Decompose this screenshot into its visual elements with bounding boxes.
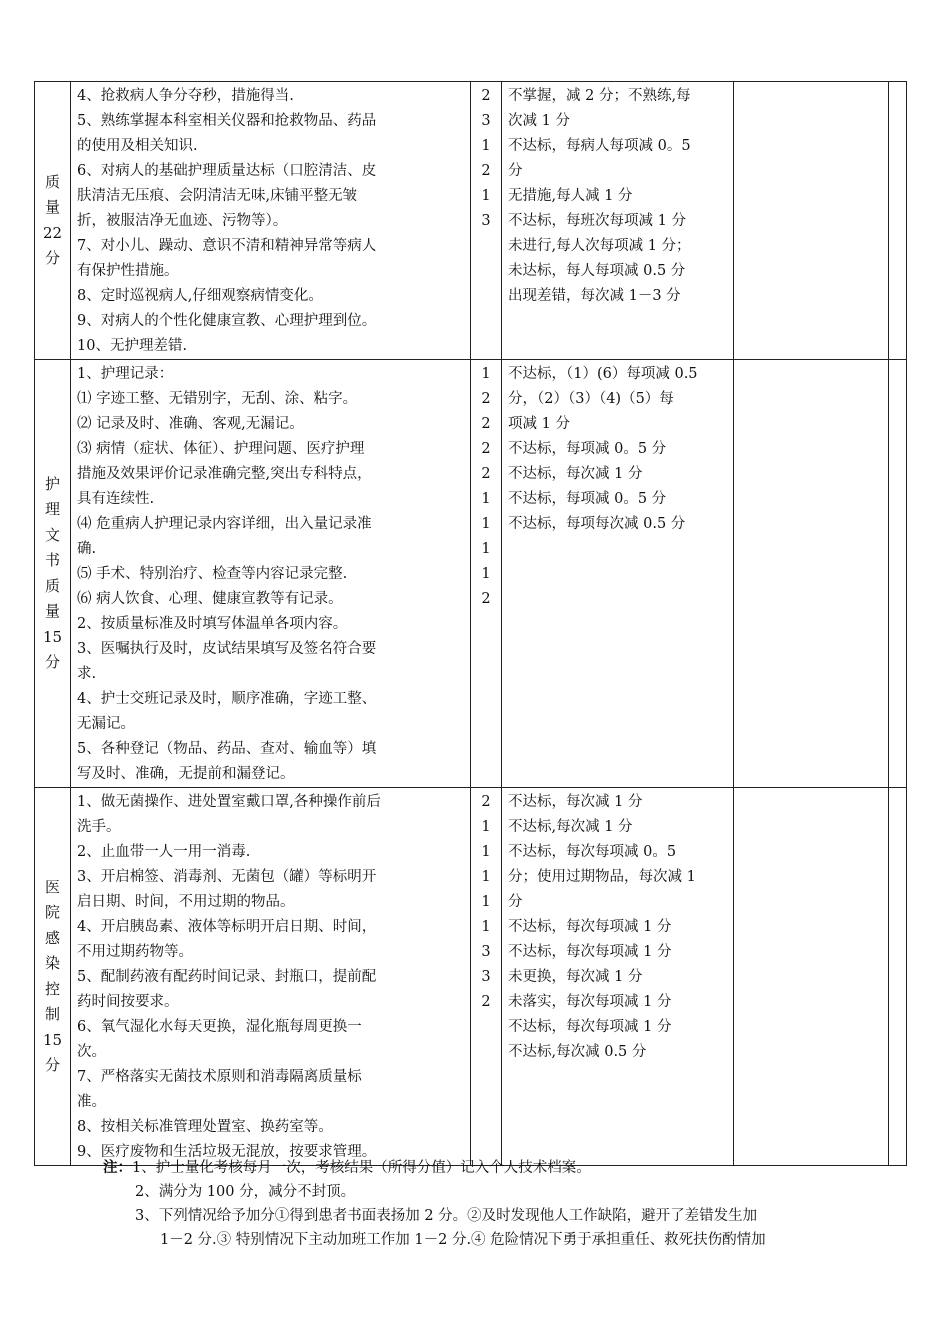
criteria-line: 7、对小儿、躁动、意识不清和精神异常等病人 xyxy=(77,238,377,254)
criteria-line: 启日期、时间，不用过期的物品。 xyxy=(77,894,295,910)
criteria-line: ⑹ 病人饮食、心理、健康宣教等有记录。 xyxy=(77,591,343,607)
section-row xyxy=(35,82,907,360)
section-row xyxy=(35,360,907,788)
blank-cell xyxy=(889,360,907,788)
category-char: 理 xyxy=(44,500,60,518)
category-char: 质 xyxy=(44,576,60,595)
notes-line-1: 注：1、护士量化考核每月一次，考核结果（所得分值）记入个人技术档案。 xyxy=(103,1159,591,1176)
score-value: 1 xyxy=(481,138,491,154)
criteria-line: 5、各种登记（物品、药品、查对、输血等）填 xyxy=(77,741,377,757)
category-char: 护 xyxy=(44,474,60,493)
deduction-line: 无措施,每人减 1 分 xyxy=(508,188,633,204)
criteria-line: 无漏记。 xyxy=(77,716,135,732)
criteria-line: ⑶ 病情（症状、体征）、护理问题、医疗护理 xyxy=(77,441,365,457)
category-cell xyxy=(35,82,71,360)
deduction-line: 不达标，每班次每项减 1 分 xyxy=(508,213,686,229)
criteria-line: 8、按相关标准管理处置室、换药室等。 xyxy=(77,1119,333,1135)
criteria-line: 确. xyxy=(77,541,97,557)
deduction-cell xyxy=(502,360,734,788)
score-value: 2 xyxy=(481,994,491,1010)
criteria-line: ⑷ 危重病人护理记录内容详细，出入量记录准 xyxy=(77,516,372,532)
deduction-line: 项减 1 分 xyxy=(508,416,570,432)
criteria-line: 求. xyxy=(77,666,97,682)
criteria-line: 6、氧气湿化水每天更换，湿化瓶每周更换一 xyxy=(77,1019,362,1035)
category-char: 量 xyxy=(44,198,60,216)
category-char: 分 xyxy=(44,249,60,267)
criteria-line: 有保护性措施。 xyxy=(77,263,179,279)
deduction-line: 不达标，每次每项减 1 分 xyxy=(508,1019,672,1035)
criteria-line: 3、开启棉签、消毒剂、无菌包（罐）等标明开 xyxy=(77,869,377,885)
deduction-cell xyxy=(502,82,734,360)
category-char: 控 xyxy=(44,979,60,998)
criteria-line: 4、护士交班记录及时，顺序准确，字迹工整、 xyxy=(77,691,377,707)
criteria-line: ⑵ 记录及时、准确、客观,无漏记。 xyxy=(77,416,304,432)
deduction-line: 不达标，每病人每项减 0。5 xyxy=(508,138,691,154)
deduction-line: 分，（2）（3）（4)（5）每 xyxy=(508,391,674,407)
score-value: 2 xyxy=(481,88,491,104)
criteria-line: 7、严格落实无菌技术原则和消毒隔离质量标 xyxy=(77,1069,362,1085)
assessment-table xyxy=(34,81,907,1166)
score-value: 3 xyxy=(481,113,491,129)
deduction-line: 不达标，每次每项减 1 分 xyxy=(508,919,672,935)
deduction-line: 未落实，每次每项减 1 分 xyxy=(508,994,672,1010)
criteria-line: 药时间按要求。 xyxy=(77,994,179,1010)
criteria-line: 9、医疗废物和生活垃圾无混放，按要求管理。 xyxy=(77,1144,377,1160)
criteria-line: 准。 xyxy=(77,1094,106,1110)
criteria-line: ⑴ 字迹工整、无错别字，无刮、涂、粘字。 xyxy=(77,391,358,407)
blank-cell xyxy=(889,788,907,1166)
deduction-line: 分 xyxy=(508,163,523,179)
criteria-line: 2、按质量标准及时填写体温单各项内容。 xyxy=(77,616,348,632)
blank-cell xyxy=(734,788,889,1166)
criteria-line: 的使用及相关知识. xyxy=(77,138,198,154)
notes-line-4: 1－2 分.③ 特别情况下主动加班工作加 1－2 分.④ 危险情况下勇于承担重任、救死扶伤酌情加 xyxy=(160,1232,766,1248)
score-value: 1 xyxy=(481,541,491,557)
criteria-line: 洗手。 xyxy=(77,819,121,835)
category-char: 分 xyxy=(44,1056,60,1074)
criteria-line: ⑸ 手术、特别治疗、检查等内容记录完整. xyxy=(77,566,348,582)
score-value: 2 xyxy=(481,391,491,407)
criteria-line: 5、配制药液有配药时间记录、封瓶口，提前配 xyxy=(77,969,377,985)
score-value: 3 xyxy=(481,944,491,960)
category-char: 15 xyxy=(42,627,63,646)
category-cell xyxy=(35,788,71,1166)
blank-cell xyxy=(889,82,907,360)
deduction-line: 不达标,每次减 0.5 分 xyxy=(508,1044,647,1060)
criteria-line: 写及时、准确，无提前和漏登记。 xyxy=(77,766,295,782)
criteria-line: 具有连续性. xyxy=(77,491,155,507)
score-cell xyxy=(471,360,502,788)
notes-line-2: 2、满分为 100 分，减分不封顶。 xyxy=(135,1184,356,1200)
score-value: 1 xyxy=(481,491,491,507)
deduction-line: 不达标，每次每项减 0。5 xyxy=(508,844,677,860)
score-value: 2 xyxy=(481,441,491,457)
criteria-line: 2、止血带一人一用一消毒. xyxy=(77,844,251,860)
deduction-line: 出现差错，每次减 1－3 分 xyxy=(508,288,681,304)
deduction-line: 未进行,每人次每项减 1 分； xyxy=(508,238,691,254)
category-char: 感 xyxy=(44,928,60,947)
category-char: 染 xyxy=(44,954,60,972)
score-value: 1 xyxy=(481,819,491,835)
category-char: 文 xyxy=(44,525,60,544)
score-value: 2 xyxy=(481,794,491,810)
score-value: 1 xyxy=(481,566,491,582)
deduction-line: 不达标，每次减 1 分 xyxy=(508,466,643,482)
deduction-line: 不达标，每次每项减 1 分 xyxy=(508,944,672,960)
score-value: 2 xyxy=(481,466,491,482)
criteria-line: 9、对病人的个性化健康宣教、心理护理到位。 xyxy=(77,313,377,329)
score-value: 3 xyxy=(481,213,491,229)
score-value: 1 xyxy=(481,188,491,204)
blank-cell xyxy=(734,360,889,788)
criteria-line: 4、抢救病人争分夺秒，措施得当. xyxy=(77,88,294,104)
criteria-cell xyxy=(71,360,471,788)
category-char: 分 xyxy=(44,653,60,671)
deduction-line: 不掌握，减 2 分；不熟练,每 xyxy=(508,88,691,104)
category-char: 15 xyxy=(42,1030,63,1049)
score-cell xyxy=(471,82,502,360)
score-value: 2 xyxy=(481,591,491,607)
category-char: 质 xyxy=(44,172,60,191)
score-value: 1 xyxy=(481,366,491,382)
category-char: 医 xyxy=(44,877,60,896)
category-cell xyxy=(35,360,71,788)
deduction-line: 不达标，每次减 1 分 xyxy=(508,794,643,810)
score-value: 2 xyxy=(481,416,491,432)
category-char: 22 xyxy=(42,223,63,242)
criteria-line: 3、医嘱执行及时，皮试结果填写及签名符合要 xyxy=(77,641,377,657)
deduction-line: 未更换，每次减 1 分 xyxy=(508,969,643,985)
category-char: 院 xyxy=(44,903,60,921)
score-value: 1 xyxy=(481,919,491,935)
score-value: 2 xyxy=(481,163,491,179)
deduction-cell xyxy=(502,788,734,1166)
criteria-line: 不用过期药物等。 xyxy=(77,944,193,960)
category-char: 量 xyxy=(44,602,60,620)
deduction-line: 不达标，每项减 0。5 分 xyxy=(508,491,667,507)
criteria-line: 8、定时巡视病人,仔细观察病情变化。 xyxy=(77,288,323,304)
score-value: 3 xyxy=(481,969,491,985)
deduction-line: 次减 1 分 xyxy=(508,113,570,129)
criteria-line: 4、开启胰岛素、液体等标明开启日期、时间， xyxy=(77,919,377,935)
deduction-line: 不达标,每次减 1 分 xyxy=(508,819,633,835)
notes-label: 注： xyxy=(103,1159,132,1176)
deduction-line: 不达标，每项减 0。5 分 xyxy=(508,441,667,457)
criteria-line: 肤清洁无压痕、会阴清洁无味,床铺平整无皱 xyxy=(77,188,358,204)
criteria-line: 折，被服洁净无血迹、污物等）。 xyxy=(77,213,288,229)
deduction-line: 不达标，（1）(6）每项减 0.5 xyxy=(508,366,698,382)
criteria-line: 5、熟练掌握本科室相关仪器和抢救物品、药品 xyxy=(77,113,377,129)
section-row xyxy=(35,788,907,1166)
notes-line-3: 3、下列情况给予加分①得到患者书面表扬加 2 分。②及时发现他人工作缺陷，避开了差错发生加 xyxy=(135,1208,758,1224)
category-char: 书 xyxy=(44,551,60,569)
score-value: 1 xyxy=(481,516,491,532)
deduction-line: 未达标，每人每项减 0.5 分 xyxy=(508,263,686,279)
criteria-line: 次。 xyxy=(77,1044,106,1060)
deduction-line: 不达标，每项每次减 0.5 分 xyxy=(508,516,686,532)
score-value: 1 xyxy=(481,869,491,885)
deduction-line: 分；使用过期物品，每次减 1 xyxy=(508,869,696,885)
blank-cell xyxy=(734,82,889,360)
criteria-cell xyxy=(71,788,471,1166)
score-cell xyxy=(471,788,502,1166)
criteria-line: 10、无护理差错. xyxy=(77,338,188,354)
criteria-line: 6、对病人的基础护理质量达标（口腔清洁、皮 xyxy=(77,163,377,179)
deduction-line: 分 xyxy=(508,894,523,910)
score-value: 1 xyxy=(481,844,491,860)
criteria-line: 措施及效果评价记录准确完整,突出专科特点， xyxy=(77,466,372,482)
criteria-cell xyxy=(71,82,471,360)
score-value: 1 xyxy=(481,894,491,910)
criteria-line: 1、做无菌操作、进处置室戴口罩,各种操作前后 xyxy=(77,794,381,810)
criteria-line: 1、护理记录： xyxy=(77,366,174,382)
category-char: 制 xyxy=(44,1005,60,1023)
